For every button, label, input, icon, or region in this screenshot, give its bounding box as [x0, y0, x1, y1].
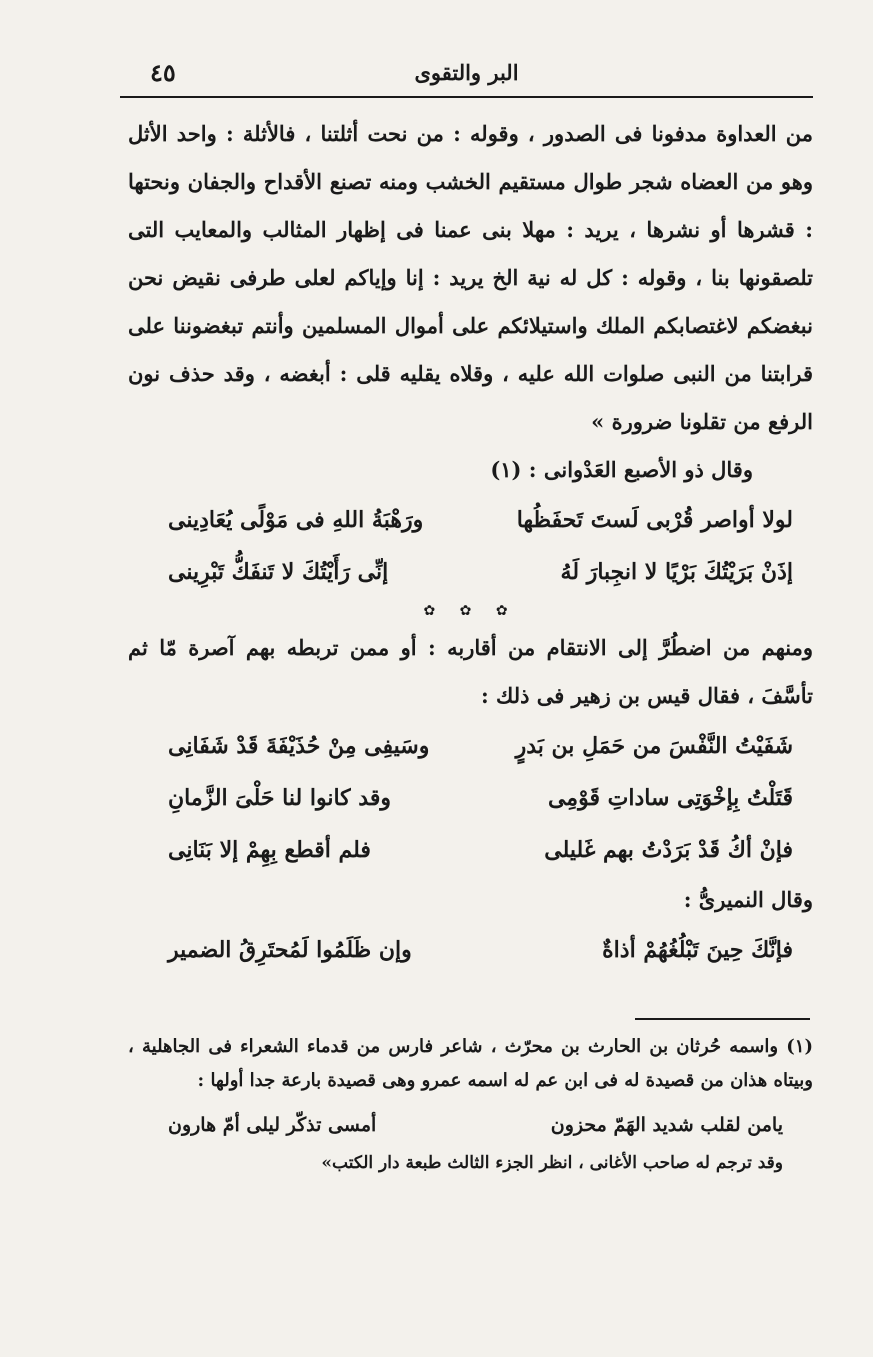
verse-second-hemistich: وإن ظَلَمُوا لَمُحتَرِقُ الضمير: [168, 937, 412, 963]
running-title: البر والتقوى: [414, 60, 519, 85]
verse-second-hemistich: أمسى تذكّر ليلى أمّ هارون: [168, 1114, 377, 1136]
verse-first-hemistich: لولا أواصر قُرْبى لَستَ تَحفَظُها: [516, 507, 793, 533]
footnote-verse: [128, 1102, 813, 1148]
verse-first-hemistich: فإنْ أكُ قَدْ بَرَدْتُ بهم غَليلى: [544, 837, 793, 863]
poem-intro-2: وقال النميرىُّ :: [683, 887, 813, 912]
verse-line: [128, 824, 813, 876]
verse-second-hemistich: ورَهْبَةُ اللهِ فى مَوْلًى يُعَادِينى: [168, 507, 424, 533]
footnote-section: [128, 1030, 813, 1178]
main-text: [128, 110, 813, 976]
verse-first-hemistich: إذَنْ بَرَيْتُكَ بَرْيًا لا انجِبارَ لَهُ: [560, 559, 793, 585]
verse-second-hemistich: إنِّى رَأَيْتُكَ لا تَنفَكُّ تَبْرِينى: [168, 559, 389, 585]
page-number: ٤٥: [150, 58, 176, 87]
paragraph-2: ومنهم من اضطُرَّ إلى الانتقام من أقاربه : أو ممن تربطه بهم آصرة مّا ثم تأسَّفَ ، فقال قيس بن زهير فى ذلك :: [128, 635, 813, 708]
page-header: [120, 56, 813, 98]
verse-second-hemistich: فلم أقطع بِهِمْ إلا بَنَانِى: [168, 837, 371, 863]
verse-second-hemistich: وسَيفِى مِنْ حُذَيْفَةَ قَدْ شَفَانِى: [168, 733, 430, 759]
footnote-reference: وقد ترجم له صاحب الأغانى ، انظر الجزء الثالث طبعة دار الكتب»: [321, 1153, 783, 1173]
verse-first-hemistich: فإنَّكَ حِينَ تَبْلُغُهُمْ أذاةٌ: [602, 937, 793, 963]
verse-first-hemistich: يامن لقلب شديد الهَمّ محزون: [550, 1114, 783, 1136]
paragraph-1: من العداوة مدفونا فى الصدور ، وقوله : من نحت أثلتنا ، فالأثلة : واحد الأثل وهو من العضاه شجر طوال مستقيم الخشب ومنه تصنع الأقداح والجفان ونحتها : قشرها أو نشرها ، يريد : مهلا بنى عمنا فى إظهار المثالب والمعايب التى تلصقونها بنا ، وقوله : كل له نية الخ يريد : إنا وإياكم لعلى طرفى نقيض نحن نبغضكم لاغتصابكم الملك واستيلائكم على أموال المسلمين وأنتم تبغضوننا على قرابتنا من النبى صلوات الله عليه ، وقلاه يقليه قلى : أبغضه ، وقد حذف نون الرفع من تقلونا ضرورة »: [128, 121, 813, 434]
verse-line: [128, 924, 813, 976]
verse-first-hemistich: شَفَيْتُ النَّفْسَ من حَمَلِ بن بَدرٍ: [515, 733, 793, 759]
footnote-divider: [635, 1018, 810, 1020]
verse-second-hemistich: وقد كانوا لنا حَلْىَ الزَّمانِ: [168, 785, 391, 811]
verse-line: [128, 720, 813, 772]
poem-intro-1: وقال ذو الأصبع العَدْوانى : (١): [490, 457, 753, 482]
section-divider-stars: ✿ ✿ ✿: [423, 603, 518, 619]
footnote-text: (١) واسمه حُرثان بن الحارث بن محرّث ، شاعر فارس من قدماء الشعراء فى الجاهلية ، وبيتاه هذان من قصيدة له فى ابن عم له اسمه عمرو وهى قصيدة بارعة جدا أولها :: [128, 1036, 813, 1091]
verse-line: [128, 494, 813, 546]
verse-first-hemistich: قَتَلْتُ بِإخْوَتِى ساداتِ قَوْمِى: [547, 785, 793, 811]
verse-line: [128, 772, 813, 824]
verse-line: [128, 546, 813, 598]
